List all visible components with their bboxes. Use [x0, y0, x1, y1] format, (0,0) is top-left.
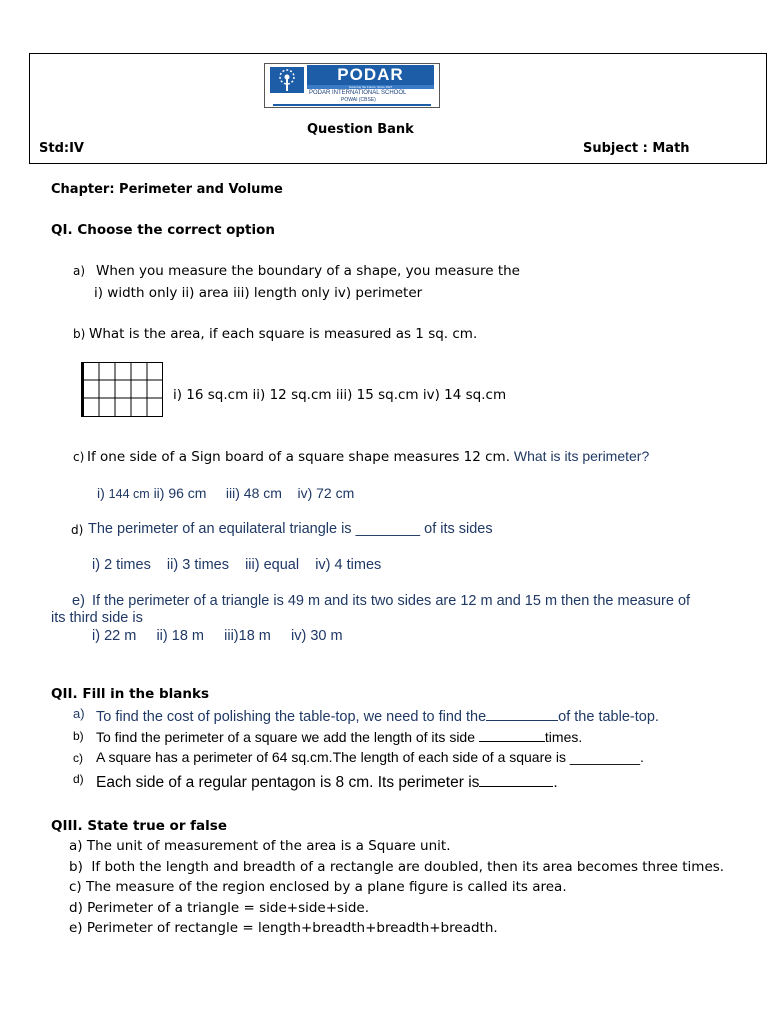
tree-icon — [270, 67, 304, 93]
q2c-text: A square has a perimeter of 64 sq.cm.The length of each side of a square is _________. — [96, 749, 644, 765]
q1c-question — [87, 448, 649, 465]
logo-school-name: PODAR INTERNATIONAL SCHOOL — [309, 90, 407, 96]
q1c-options — [97, 485, 354, 501]
q2d-label: d) — [73, 772, 84, 786]
q1b-question: What is the area, if each square is measured as 1 sq. cm. — [89, 326, 478, 342]
q2d-before: Each side of a regular pentagon is 8 cm. Its perimeter is — [96, 774, 480, 791]
q1c-option-i-label: i) — [97, 485, 105, 501]
chapter-heading: Chapter: Perimeter and Volume — [51, 182, 283, 197]
q2c-label: c) — [73, 751, 83, 765]
q2a-label: a) — [73, 706, 85, 721]
school-logo — [264, 63, 440, 108]
q2b-after: times. — [544, 729, 583, 745]
q1a-options: i) width only ii) area iii) length only iv) perimeter — [94, 285, 423, 301]
q1b-options: i) 16 sq.cm ii) 12 sq.cm iii) 15 sq.cm iv) 14 sq.cm — [173, 387, 507, 403]
q1c-question-part2: What is its perimeter? — [513, 448, 650, 464]
q3-heading: QIII. State true or false — [51, 818, 227, 834]
logo-underline — [273, 104, 431, 106]
q2b-label: b) — [73, 729, 84, 743]
q2b-before: To find the perimeter of a square we add the length of its side — [96, 729, 476, 745]
logo-branch: POWAI (CBSE) — [341, 97, 376, 103]
std-label: Std:IV — [39, 141, 84, 156]
q1d-label: d) — [71, 523, 84, 537]
q2-heading: QII. Fill in the blanks — [51, 686, 210, 702]
q1c-option-i-value: 144 cm — [108, 487, 150, 501]
q2d-blank — [479, 769, 553, 787]
logo-tagline: Nurturing the Future. Since 1927 — [307, 85, 434, 89]
q1e-options: i) 22 m ii) 18 m iii)18 m iv) 30 m — [92, 628, 343, 644]
q1a-question: When you measure the boundary of a shape, you measure the — [96, 263, 520, 279]
q2a-before: To find the cost of polishing the table-top, we need to find the — [96, 709, 487, 725]
subject-label: Subject : Math — [583, 141, 690, 156]
q2a-text — [96, 706, 659, 725]
logo-wordmark: PODAR — [307, 65, 434, 85]
q2b-blank — [479, 727, 545, 742]
q1c-question-part1: If one side of a Sign board of a square shape measures 12 cm. — [87, 449, 510, 465]
q2d-text — [96, 769, 558, 792]
q1e-question-line1: If the perimeter of a triangle is 49 m and its two sides are 12 m and 15 m then the measure of — [92, 593, 691, 609]
q1e-label: e) — [72, 593, 85, 609]
q1-heading: QI. Choose the correct option — [51, 222, 276, 238]
q3-item-b: b) If both the length and breadth of a rectangle are doubled, then its area becomes three times. — [69, 859, 725, 875]
q2a-blank — [486, 706, 558, 721]
q3-item-c: c) The measure of the region enclosed by a plane figure is called its area. — [69, 879, 567, 895]
q2b-text — [96, 727, 582, 745]
q2d-after: . — [553, 774, 558, 791]
q3-item-e: e) Perimeter of rectangle = length+breadth+breadth+breadth. — [69, 920, 498, 936]
q1d-question: The perimeter of an equilateral triangle is ________ of its sides — [88, 521, 493, 537]
q3-item-d: d) Perimeter of a triangle = side+side+side. — [69, 900, 369, 916]
q2a-after: of the table-top. — [558, 709, 659, 725]
q1e-question-line2: its third side is — [51, 610, 143, 626]
q3-item-a: a) The unit of measurement of the area is a Square unit. — [69, 838, 451, 854]
page-title: Question Bank — [307, 122, 414, 137]
q1b-label: b) — [73, 327, 86, 341]
square-grid-figure — [81, 362, 163, 417]
q1d-options: i) 2 times ii) 3 times iii) equal iv) 4 times — [92, 557, 382, 573]
q1a-label: a) — [73, 264, 86, 278]
q1c-options-rest: ii) 96 cm iii) 48 cm iv) 72 cm — [153, 485, 355, 501]
q1c-label: c) — [73, 450, 85, 464]
